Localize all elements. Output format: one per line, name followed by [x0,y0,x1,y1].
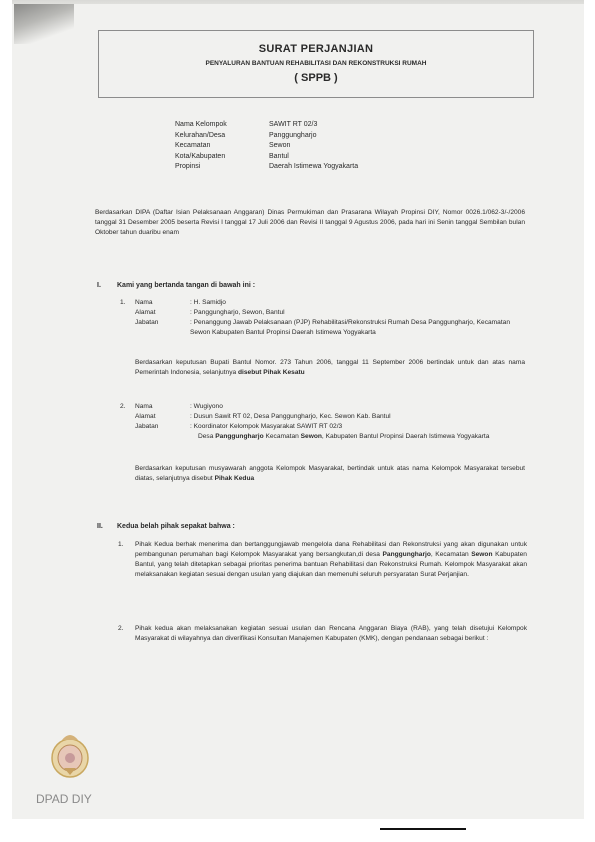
jabatan-village: Panggungharjo [215,433,264,440]
value-alamat: : Panggungharjo, Sewon, Bantul [190,309,285,316]
section-title: Kedua belah pihak sepakat bahwa : [117,523,235,530]
item-number: 1. [118,541,124,548]
info-key: Kota/Kabupaten [175,152,226,160]
jabatan-kecamatan: Kecamatan [265,433,299,440]
agreement-text: Kabupaten Bantul, yang telah ditetapkan sebagai prioritas penerima bantuan Rehabilitasi dan Rekonstruksi Rumah. Kelompok Masyarakat akan melaksanakan kegiatan sesuai dengan usulan yang diajukan dan memenuhi seluruh persyaratan Surat Perjanjian. [135,551,527,578]
value-jabatan: : Penanggung Jawab Pelaksanaan (PJP) Rehabilitasi/Rekonstruksi Rumah Desa Panggungharjo, Kecamatan Sewon Kabupaten Bantul Propinsi Daerah Istimewa Yogyakarta [190,319,510,336]
party-one-label: disebut Pihak Kesatu [238,369,305,376]
label-alamat: Alamat [135,413,156,420]
deliberation-paragraph [135,464,525,484]
value-nama: : H. Samidjo [190,299,226,306]
dpad-seal-icon [48,728,92,780]
item-number: 2. [118,625,124,632]
info-key: Kelurahan/Desa [175,131,226,139]
document-subtitle: PENYALURAN BANTUAN REHABILITASI DAN REKONSTRUKSI RUMAH [205,60,427,67]
village-name: Panggungharjo [382,551,431,558]
agreement-text: , Kecamatan [430,551,469,558]
document-title: SURAT PERJANJIAN [258,43,374,55]
label-alamat: Alamat [135,309,156,316]
info-value: Bantul [269,152,289,160]
label-nama: Nama [135,403,153,410]
info-value: Panggungharjo [269,131,317,139]
info-value: Sewon [269,142,291,149]
value-alamat: : Dusun Sawit RT 02, Desa Panggungharjo, Kec. Sewon Kab. Bantul [190,413,391,420]
section-title: Kami yang bertanda tangan di bawah ini : [117,282,256,289]
value-nama: : Wugiyono [190,403,223,410]
label-jabatan: Jabatan [135,319,159,326]
intro-paragraph: Berdasarkan DIPA (Daftar Isian Pelaksanaan Anggaran) Dinas Permukiman dan Prasarana Wilayah Propinsi DIY, Nomor 0026.1/062-3/-/2006 tanggal 31 Desember 2005 beserta Revisi I tanggal 17 Juli 2006 dan Revisi II tanggal 9 Agustus 2006, pada hari ini Senin tanggal Sembilan bulan Oktober tahun duaribu enam [95,209,525,236]
info-key: Nama Kelompok [175,121,227,128]
group-info [175,120,475,180]
folded-corner [14,4,74,44]
section-number: II. [97,523,103,530]
info-value: SAWIT RT 02/3 [269,121,318,128]
jabatan-rest: , Kabupaten Bantul Propinsi Daerah Istimewa Yogyakarta [321,433,490,440]
label-nama: Nama [135,299,153,306]
value-jabatan-line1: : Koordinator Kelompok Masyarakat SAWIT RT 02/3 [190,423,343,430]
label-jabatan: Jabatan [135,423,159,430]
agreement-item-1 [135,540,527,580]
item-number: 1. [120,299,126,306]
deliberation-text: Berdasarkan keputusan musyawarah anggota Kelompok Masyarakat, bertindak untuk atas nama Kelompok Masyarakat tersebut diatas, selanjutnya disebut [135,465,525,482]
value-jabatan-line2 [198,432,525,442]
watermark-text: DPAD DIY [36,792,92,806]
jabatan-desa: Desa [198,433,214,440]
agreement-item-2: Pihak kedua akan melaksanakan kegiatan sesuai usulan dan Rencana Anggaran Biaya (RAB), yang telah disetujui Kelompok Masyarakat di wilayahnya dan diverifikasi Konsultan Manajemen Kabupaten (KMK), dengan pendanaan sebagai berikut : [135,625,527,642]
district-name: Sewon [471,551,493,558]
document-code: ( SPPB ) [294,72,338,84]
info-key: Kecamatan [175,142,211,149]
jabatan-district: Sewon [300,433,322,440]
info-key: Propinsi [175,163,201,170]
section-number: I. [97,282,101,289]
info-value: Daerah Istimewa Yogyakarta [269,163,359,170]
item-number: 2. [120,403,126,410]
party-two-label: Pihak Kedua [214,475,255,482]
decree-text: Berdasarkan keputusan Bupati Bantul Nomor. 273 Tahun 2006, tanggal 11 September 2006 bertindak untuk dan atas nama Pemerintah Indonesia, selanjutnya [135,359,525,376]
bottom-rule [380,828,466,830]
agreement-text: Pihak Kedua berhak menerima dan bertanggungjawab mengelola dana Rehabilitasi dan Rekonstruksi yang akan digunakan untuk pembangunan perumahan bagi Kelompok Masyarakat yang bersangkutan,di desa [135,541,527,558]
decree-paragraph [135,358,525,378]
title-box [98,30,534,98]
